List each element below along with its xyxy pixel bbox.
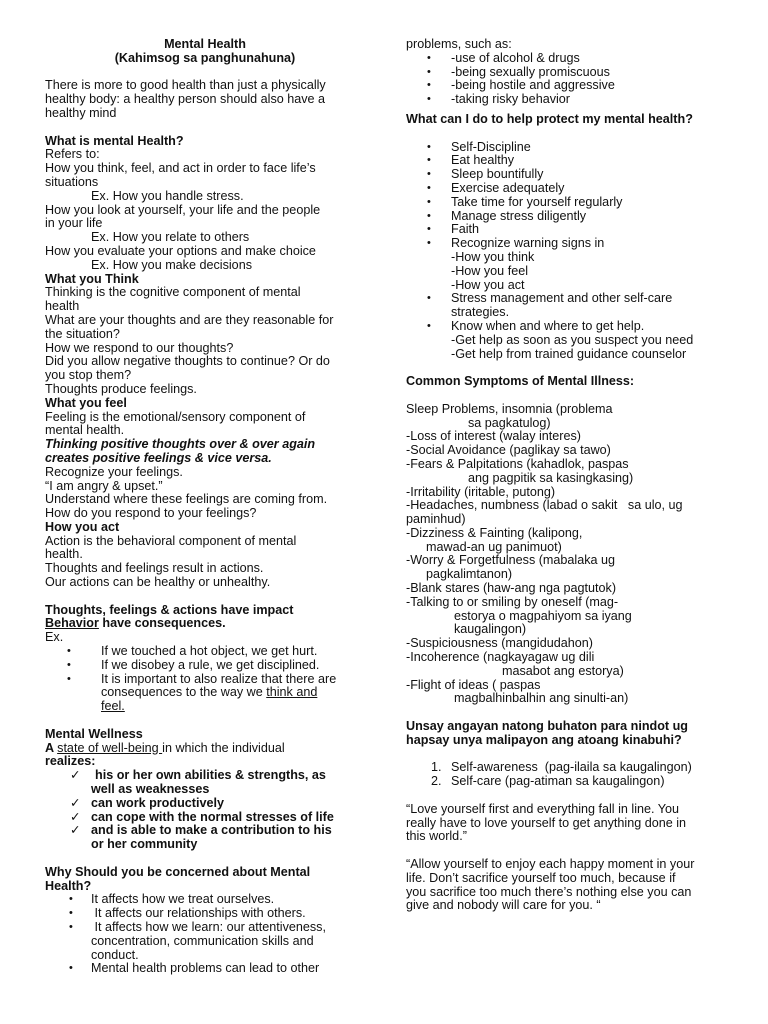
- feel-emphasis: Thinking positive thoughts over & over again: [45, 437, 316, 452]
- list-item: [406, 52, 736, 66]
- bullet-icon: •: [69, 962, 73, 975]
- list-item-continuation: -How you think: [451, 249, 535, 264]
- list-item: [406, 93, 736, 107]
- bullet-icon: •: [427, 140, 431, 153]
- act-line: Thoughts and feelings result in actions.: [45, 561, 264, 576]
- symptom-continuation: magbalhinbalhin ang sinulti-an): [454, 691, 629, 706]
- bullet-icon: •: [427, 154, 431, 167]
- think-line: Thoughts produce feelings.: [45, 381, 197, 396]
- check-icon: ✓: [70, 795, 81, 810]
- numbered-item-text: Self-awareness (pag-ilaila sa kaugalingon): [451, 760, 692, 775]
- underlined-text: think and: [266, 685, 318, 700]
- why-concerned-heading: Health?: [45, 878, 92, 893]
- bullet-icon: •: [427, 79, 431, 92]
- list-item: [406, 141, 736, 155]
- think-line: you stop them?: [45, 368, 132, 383]
- symptom-continuation: estorya o magpahiyom sa iyang: [454, 608, 632, 623]
- what-you-feel-heading: What you feel: [45, 395, 127, 410]
- list-item-text: Mental health problems can lead to other: [91, 961, 320, 976]
- check-item: [45, 797, 365, 811]
- list-item-text: -being hostile and aggressive: [451, 78, 615, 93]
- wellness-realizes: realizes:: [45, 754, 96, 769]
- list-item-text: consequences to the way we: [101, 685, 267, 700]
- bullet-icon: •: [69, 893, 73, 906]
- check-item-text: can cope with the normal stresses of life: [91, 809, 334, 824]
- bullet-icon: •: [67, 658, 71, 671]
- symptoms-heading: Common Symptoms of Mental Illness:: [406, 374, 635, 389]
- bullet-icon: •: [427, 319, 431, 332]
- think-line: Did you allow negative thoughts to continue? Or do: [45, 354, 330, 369]
- bullet-icon: •: [427, 181, 431, 194]
- think-line: What are your thoughts and are they reasonable for: [45, 312, 334, 327]
- think-line: Thinking is the cognitive component of mental: [45, 285, 301, 300]
- impact-heading: Thoughts, feelings & actions have impact: [45, 602, 294, 617]
- list-item: [406, 168, 736, 182]
- list-item-text: Eat healthy: [451, 153, 515, 168]
- list-item-text: -being sexually promiscuous: [451, 64, 610, 79]
- check-item-continuation: well as weaknesses: [91, 782, 210, 797]
- wellness-text: in which the individual: [162, 740, 285, 755]
- what-is-mental-health-heading: What is mental Health?: [45, 133, 184, 148]
- ex-label: Ex.: [45, 630, 64, 645]
- check-item-continuation: or her community: [91, 837, 198, 852]
- intro-line: There is more to good health than just a physically: [45, 78, 326, 93]
- act-line: Action is the behavioral component of mental: [45, 533, 297, 548]
- problems-intro: problems, such as:: [406, 37, 512, 51]
- quote-line: “Allow yourself to enjoy each happy moment in your: [406, 857, 695, 872]
- item-number: 1.: [431, 760, 442, 775]
- list-item-continuation: [45, 700, 365, 714]
- underlined-text: feel.: [101, 699, 125, 714]
- list-item: [406, 196, 736, 210]
- refers-line: How you evaluate your options and make choice: [45, 243, 316, 258]
- example-line: Ex. How you relate to others: [91, 230, 250, 245]
- list-item: [45, 893, 365, 907]
- symptom-line: -Headaches, numbness (labad o sakit sa ulo, ug: [406, 498, 683, 513]
- refers-label: Refers to:: [45, 147, 100, 162]
- feel-line: mental health.: [45, 423, 125, 438]
- question-heading: Unsay angayan natong buhaton para nindot ug: [406, 719, 688, 734]
- bullet-icon: •: [67, 645, 71, 658]
- wellness-text: A: [45, 740, 58, 755]
- list-item-continuation: concentration, communication skills and: [91, 933, 314, 948]
- list-item-text: -taking risky behavior: [451, 92, 570, 107]
- list-item-continuation: -How you act: [451, 277, 525, 292]
- list-item-text: Sleep bountifully: [451, 167, 544, 182]
- list-item: [45, 921, 365, 935]
- right-column: [406, 38, 736, 913]
- symptom-line: -Irritability (iritable, putong): [406, 484, 556, 499]
- quote-line: give and nobody will care for you. “: [406, 898, 601, 913]
- list-item-text: Take time for yourself regularly: [451, 194, 623, 209]
- example-line: Ex. How you handle stress.: [91, 188, 244, 203]
- impact-rest: have consequences.: [98, 616, 226, 631]
- list-item-text: Recognize warning signs in: [451, 236, 605, 251]
- list-item-text: If we disobey a rule, we get disciplined.: [101, 657, 320, 672]
- act-line: Our actions can be healthy or unhealthy.: [45, 575, 271, 590]
- feel-emphasis: creates positive feelings & vice versa.: [45, 450, 272, 465]
- list-item: [45, 645, 365, 659]
- symptom-line: Sleep Problems, insomnia (problema: [406, 401, 613, 416]
- list-item: [45, 962, 365, 976]
- numbered-item-text: Self-care (pag-atiman sa kaugalingon): [451, 774, 665, 789]
- symptom-continuation: kaugalingon): [454, 622, 527, 637]
- list-item-text: It affects how we learn: our attentiveness,: [91, 920, 326, 934]
- symptom-line: -Dizziness & Fainting (kalipong,: [406, 525, 583, 540]
- list-item: [406, 66, 736, 80]
- symptom-line: -Loss of interest (walay interes): [406, 429, 581, 444]
- check-icon: ✓: [70, 768, 81, 783]
- quote-line: this world.”: [406, 829, 467, 844]
- list-item-text: Faith: [451, 222, 479, 237]
- symptom-continuation: mawad-an ug panimuot): [426, 539, 562, 554]
- quote-line: life. Don’t sacrifice yourself too much, because if: [406, 870, 676, 885]
- numbered-item: [406, 775, 736, 789]
- symptom-continuation: masabot ang estorya): [502, 663, 624, 678]
- page-title: Mental Health: [164, 37, 246, 51]
- list-item: [406, 237, 736, 251]
- protect-heading: What can I do to help protect my mental health?: [406, 111, 693, 126]
- bullet-icon: •: [427, 168, 431, 181]
- think-line: How we respond to our thoughts?: [45, 340, 234, 355]
- check-item-text: and is able to make a contribution to his: [91, 823, 332, 838]
- bullet-icon: •: [67, 672, 71, 685]
- list-item: [406, 292, 736, 306]
- symptom-line: -Suspiciousness (mangidudahon): [406, 636, 593, 651]
- symptom-line: -Blank stares (haw-ang nga pagtutok): [406, 581, 617, 596]
- wellness-definition: [45, 742, 365, 756]
- think-line: the situation?: [45, 326, 120, 341]
- impact-heading-line2: [45, 617, 365, 631]
- page-subtitle: (Kahimsog sa panghunahuna): [114, 50, 296, 65]
- quote-line: really have to love yourself to get anything done in: [406, 815, 687, 830]
- refers-line: in your life: [45, 216, 103, 231]
- example-line: Ex. How you make decisions: [91, 257, 252, 272]
- left-column: [45, 38, 365, 976]
- list-item-text: It is important to also realize that there are: [101, 671, 337, 686]
- item-number: 2.: [431, 774, 442, 789]
- bullet-icon: •: [427, 93, 431, 106]
- bullet-icon: •: [427, 237, 431, 250]
- quote-line: “Love yourself first and everything fall in line. You: [406, 801, 680, 816]
- list-item: [406, 182, 736, 196]
- symptom-continuation: paminhud): [406, 512, 466, 527]
- list-item: [406, 210, 736, 224]
- list-item: [406, 320, 736, 334]
- list-item-continuation: -Get help from trained guidance counselor: [451, 346, 687, 361]
- bullet-icon: •: [427, 292, 431, 305]
- list-item: [45, 907, 365, 921]
- check-item-text: can work productively: [91, 795, 224, 810]
- refers-line: How you look at yourself, your life and the people: [45, 202, 321, 217]
- symptom-line: -Worry & Forgetfulness (mabalaka ug: [406, 553, 616, 568]
- bullet-icon: •: [427, 195, 431, 208]
- think-line: health: [45, 299, 80, 314]
- check-item: [45, 824, 365, 838]
- list-item: [406, 223, 736, 237]
- bullet-icon: •: [69, 907, 73, 920]
- list-item-continuation: [45, 686, 365, 700]
- list-item: [45, 673, 365, 687]
- check-item: [45, 811, 365, 825]
- list-item-text: Know when and where to get help.: [451, 318, 645, 333]
- state-of-well-being: state of well-being: [57, 740, 163, 755]
- list-item-text: If we touched a hot object, we get hurt.: [101, 644, 318, 659]
- list-item-continuation: -Get help as soon as you suspect you need: [451, 332, 694, 347]
- quote-line: you sacrifice too much there’s nothing else you can: [406, 884, 692, 899]
- list-item: [45, 659, 365, 673]
- why-concerned-heading: Why Should you be concerned about Mental: [45, 864, 311, 879]
- check-item-text: his or her own abilities & strengths, as: [95, 768, 326, 783]
- list-item-text: -use of alcohol & drugs: [451, 50, 580, 65]
- list-item: [406, 154, 736, 168]
- symptom-continuation: pagkalimtanon): [426, 567, 513, 582]
- feel-line: “I am angry & upset.”: [45, 478, 163, 493]
- intro-line: healthy body: a healthy person should also have a: [45, 92, 326, 107]
- list-item-text: Exercise adequately: [451, 180, 565, 195]
- symptom-line: -Social Avoidance (paglikay sa tawo): [406, 443, 611, 458]
- bullet-icon: •: [427, 223, 431, 236]
- check-item: [45, 769, 365, 783]
- check-icon: ✓: [70, 823, 81, 838]
- numbered-item: [406, 761, 736, 775]
- check-icon: ✓: [70, 809, 81, 824]
- mental-wellness-heading: Mental Wellness: [45, 726, 143, 741]
- bullet-icon: •: [69, 921, 73, 933]
- refers-line: How you think, feel, and act in order to face life’s: [45, 161, 316, 176]
- feel-line: Feeling is the emotional/sensory component of: [45, 409, 306, 424]
- list-item-continuation: -How you feel: [451, 263, 528, 278]
- symptom-line: -Flight of ideas ( paspas: [406, 677, 541, 692]
- bullet-icon: •: [427, 65, 431, 78]
- symptom-line: -Incoherence (nagkayagaw ug dili: [406, 650, 595, 665]
- list-item-text: Stress management and other self-care: [451, 291, 673, 306]
- list-item-continuation: strategies.: [451, 305, 510, 320]
- list-item-text: Self-Discipline: [451, 139, 531, 154]
- what-you-think-heading: What you Think: [45, 271, 139, 286]
- feel-line: Recognize your feelings.: [45, 464, 183, 479]
- bullet-icon: •: [427, 51, 431, 64]
- feel-line: How do you respond to your feelings?: [45, 506, 257, 521]
- symptom-continuation: sa pagkatulog): [468, 415, 551, 430]
- bullet-icon: •: [427, 209, 431, 222]
- symptom-continuation: ang pagpitik sa kasingkasing): [468, 470, 634, 485]
- intro-line: healthy mind: [45, 105, 117, 120]
- list-item-continuation: conduct.: [91, 947, 139, 962]
- question-heading: hapsay unya malipayon ang atoang kinabuhi?: [406, 732, 682, 747]
- symptom-line: -Talking to or smiling by oneself (mag-: [406, 594, 619, 609]
- how-you-act-heading: How you act: [45, 519, 120, 534]
- symptom-line: -Fears & Palpitations (kahadlok, paspas: [406, 456, 629, 471]
- feel-line: Understand where these feelings are coming from.: [45, 492, 328, 507]
- behavior-word: Behavior: [45, 616, 99, 631]
- list-item-text: It affects how we treat ourselves.: [91, 892, 275, 907]
- list-item-text: Manage stress diligently: [451, 208, 587, 223]
- list-item: [406, 79, 736, 93]
- refers-line: situations: [45, 174, 99, 189]
- act-line: health.: [45, 547, 83, 562]
- list-item-text: It affects our relationships with others.: [91, 906, 306, 921]
